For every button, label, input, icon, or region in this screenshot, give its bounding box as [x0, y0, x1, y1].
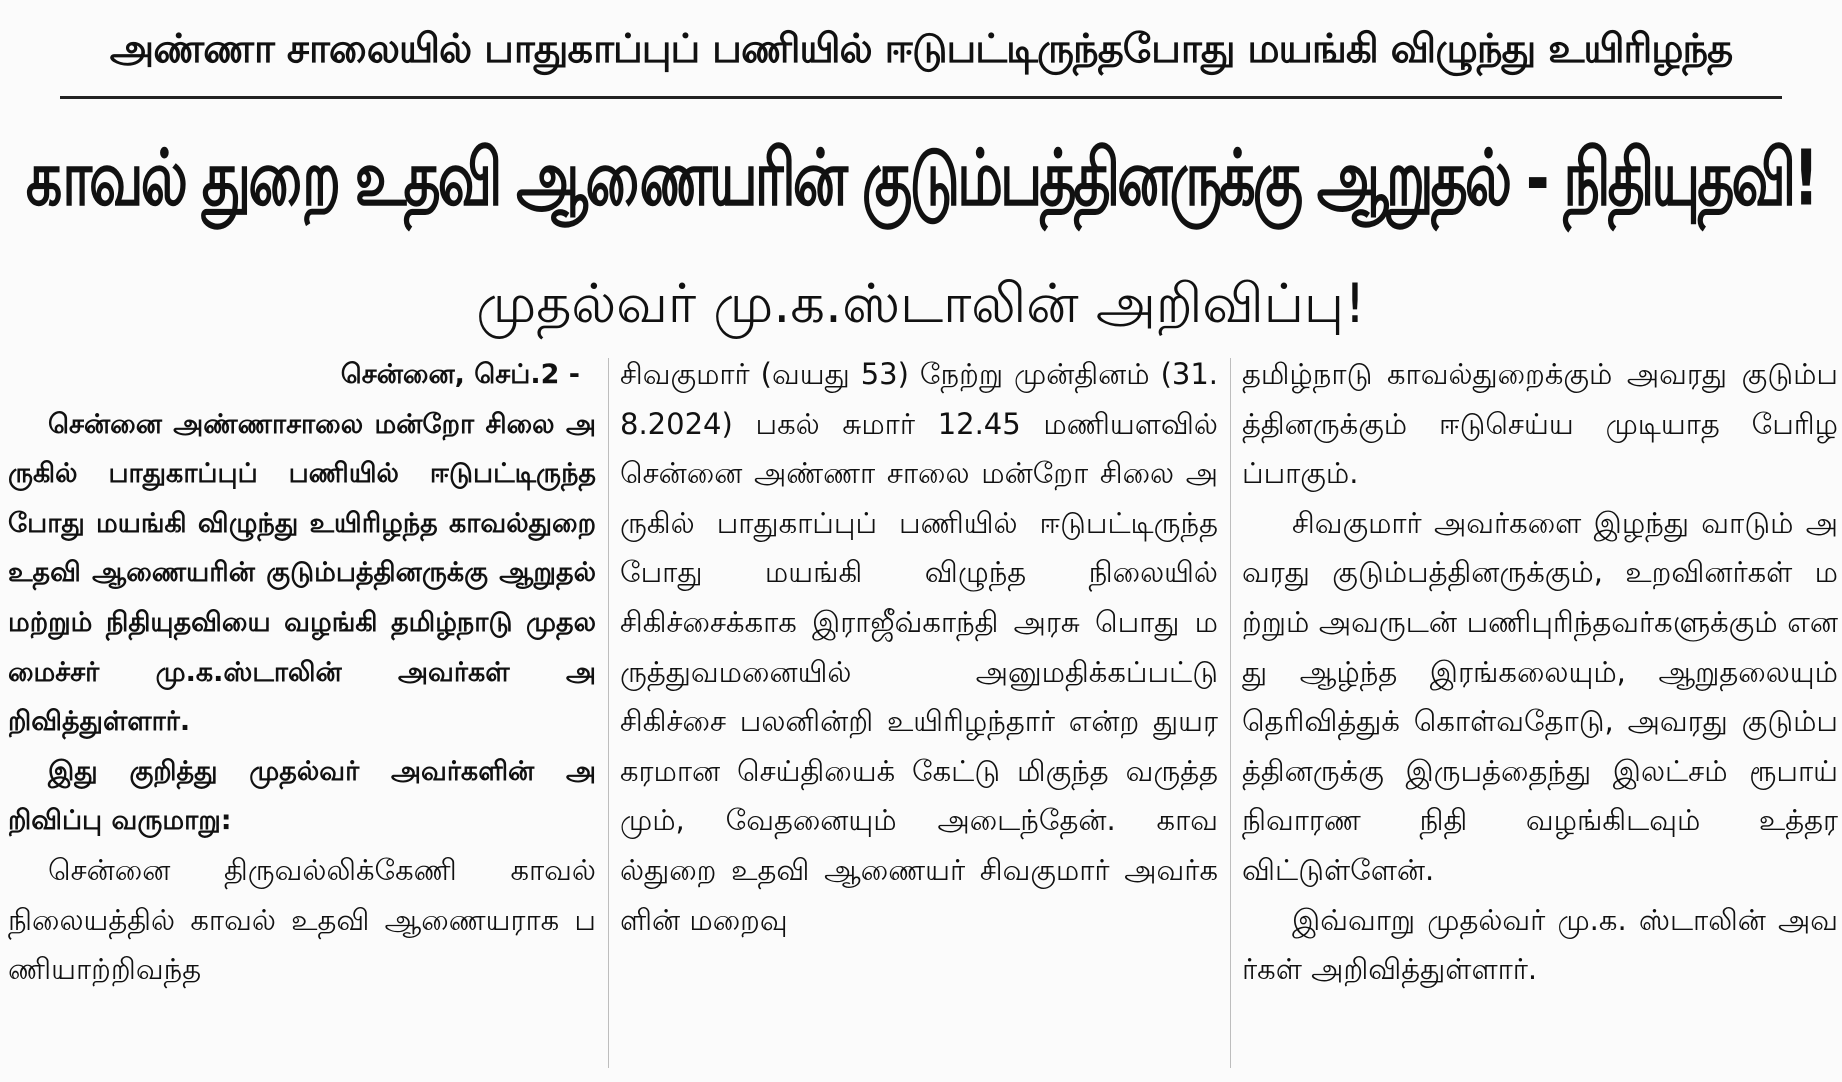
dateline: சென்னை, செப்.2 -: [340, 359, 580, 390]
column-1: [8, 350, 596, 1080]
column-divider: [1230, 358, 1231, 1068]
column-2: [620, 350, 1218, 1080]
column-3: [1242, 350, 1838, 1080]
lead-paragraph: சென்னை அண்ணாசாலை மன்றோ சிலை அருகில் பாதுகாப்புப் பணியில் ஈடுபட்டிருந்தபோது மயங்கி விழுந்து உயிரிழந்த காவல்துறை உதவி ஆணையரின் குடும்பத்தினருக்கு ஆறுதல் மற்றும் நிதியுதவியை வழங்கி தமிழ்நாடு முதலமைச்சர் மு.க.ஸ்டாலின் அவர்கள் அறிவித்துள்ளார்.: [8, 408, 596, 738]
body-paragraph: சென்னை திருவல்லிக்கேணி காவல் நிலையத்தில் காவல் உதவி ஆணையராக பணியாற்றிவந்த: [8, 852, 596, 987]
main-headline: காவல் துறை உதவி ஆணையரின் குடும்பத்தினருக்கு ஆறுதல் - நிதியுதவி!: [25, 134, 1817, 224]
article-body: [8, 350, 1838, 1080]
column-divider: [608, 358, 609, 1068]
sub-headline: முதல்வர் மு.க.ஸ்டாலின் அறிவிப்பு!: [476, 272, 1366, 335]
body-paragraph: சிவகுமார் (வயது 53) நேற்று முன்தினம் (31.8.2024) பகல் சுமார் 12.45 மணியளவில் சென்னை அண்ணா சாலை மன்றோ சிலை அருகில் பாதுகாப்புப் பணியில் ஈடுபட்டிருந்தபோது மயங்கி விழுந்த நிலையில் சிகிச்சைக்காக இராஜீவ்காந்தி அரசு பொது மருத்துவமனையில் அனுமதிக்கப்பட்டு சிகிச்சை பலனின்றி உயிரிழந்தார் என்ற துயரகரமான செய்தியைக் கேட்டு மிகுந்த வருத்தமும், வேதனையும் அடைந்தேன். காவல்துறை உதவி ஆணையர் சிவகுமார் அவர்களின் மறைவு: [620, 357, 1218, 937]
kicker-headline: அண்ணா சாலையில் பாதுகாப்புப் பணியில் ஈடுபட்டிருந்தபோது மயங்கி விழுந்து உயிரிழந்த: [109, 26, 1733, 72]
closing-paragraph: இவ்வாறு முதல்வர் மு.க. ஸ்டாலின் அவர்கள் அறிவித்துள்ளார்.: [1242, 902, 1838, 987]
body-paragraph: சிவகுமார் அவர்களை இழந்து வாடும் அவரது குடும்பத்தினருக்கும், உறவினர்கள் மற்றும் அவருடன் பணிபுரிந்தவர்களுக்கும் எனது ஆழ்ந்த இரங்கலையும், ஆறுதலையும் தெரிவித்துக் கொள்வதோடு, அவரது குடும்பத்தினருக்கு இருபத்தைந்து இலட்சம் ரூபாய் நிவாரண நிதி வழங்கிடவும் உத்தரவிட்டுள்ளேன்.: [1242, 505, 1838, 887]
intro-paragraph: இது குறித்து முதல்வர் அவர்களின் அறிவிப்பு வருமாறு:: [8, 755, 596, 837]
body-paragraph: தமிழ்நாடு காவல்துறைக்கும் அவரது குடும்பத்தினருக்கும் ஈடுசெய்ய முடியாத பேரிழப்பாகும்.: [1242, 357, 1838, 491]
